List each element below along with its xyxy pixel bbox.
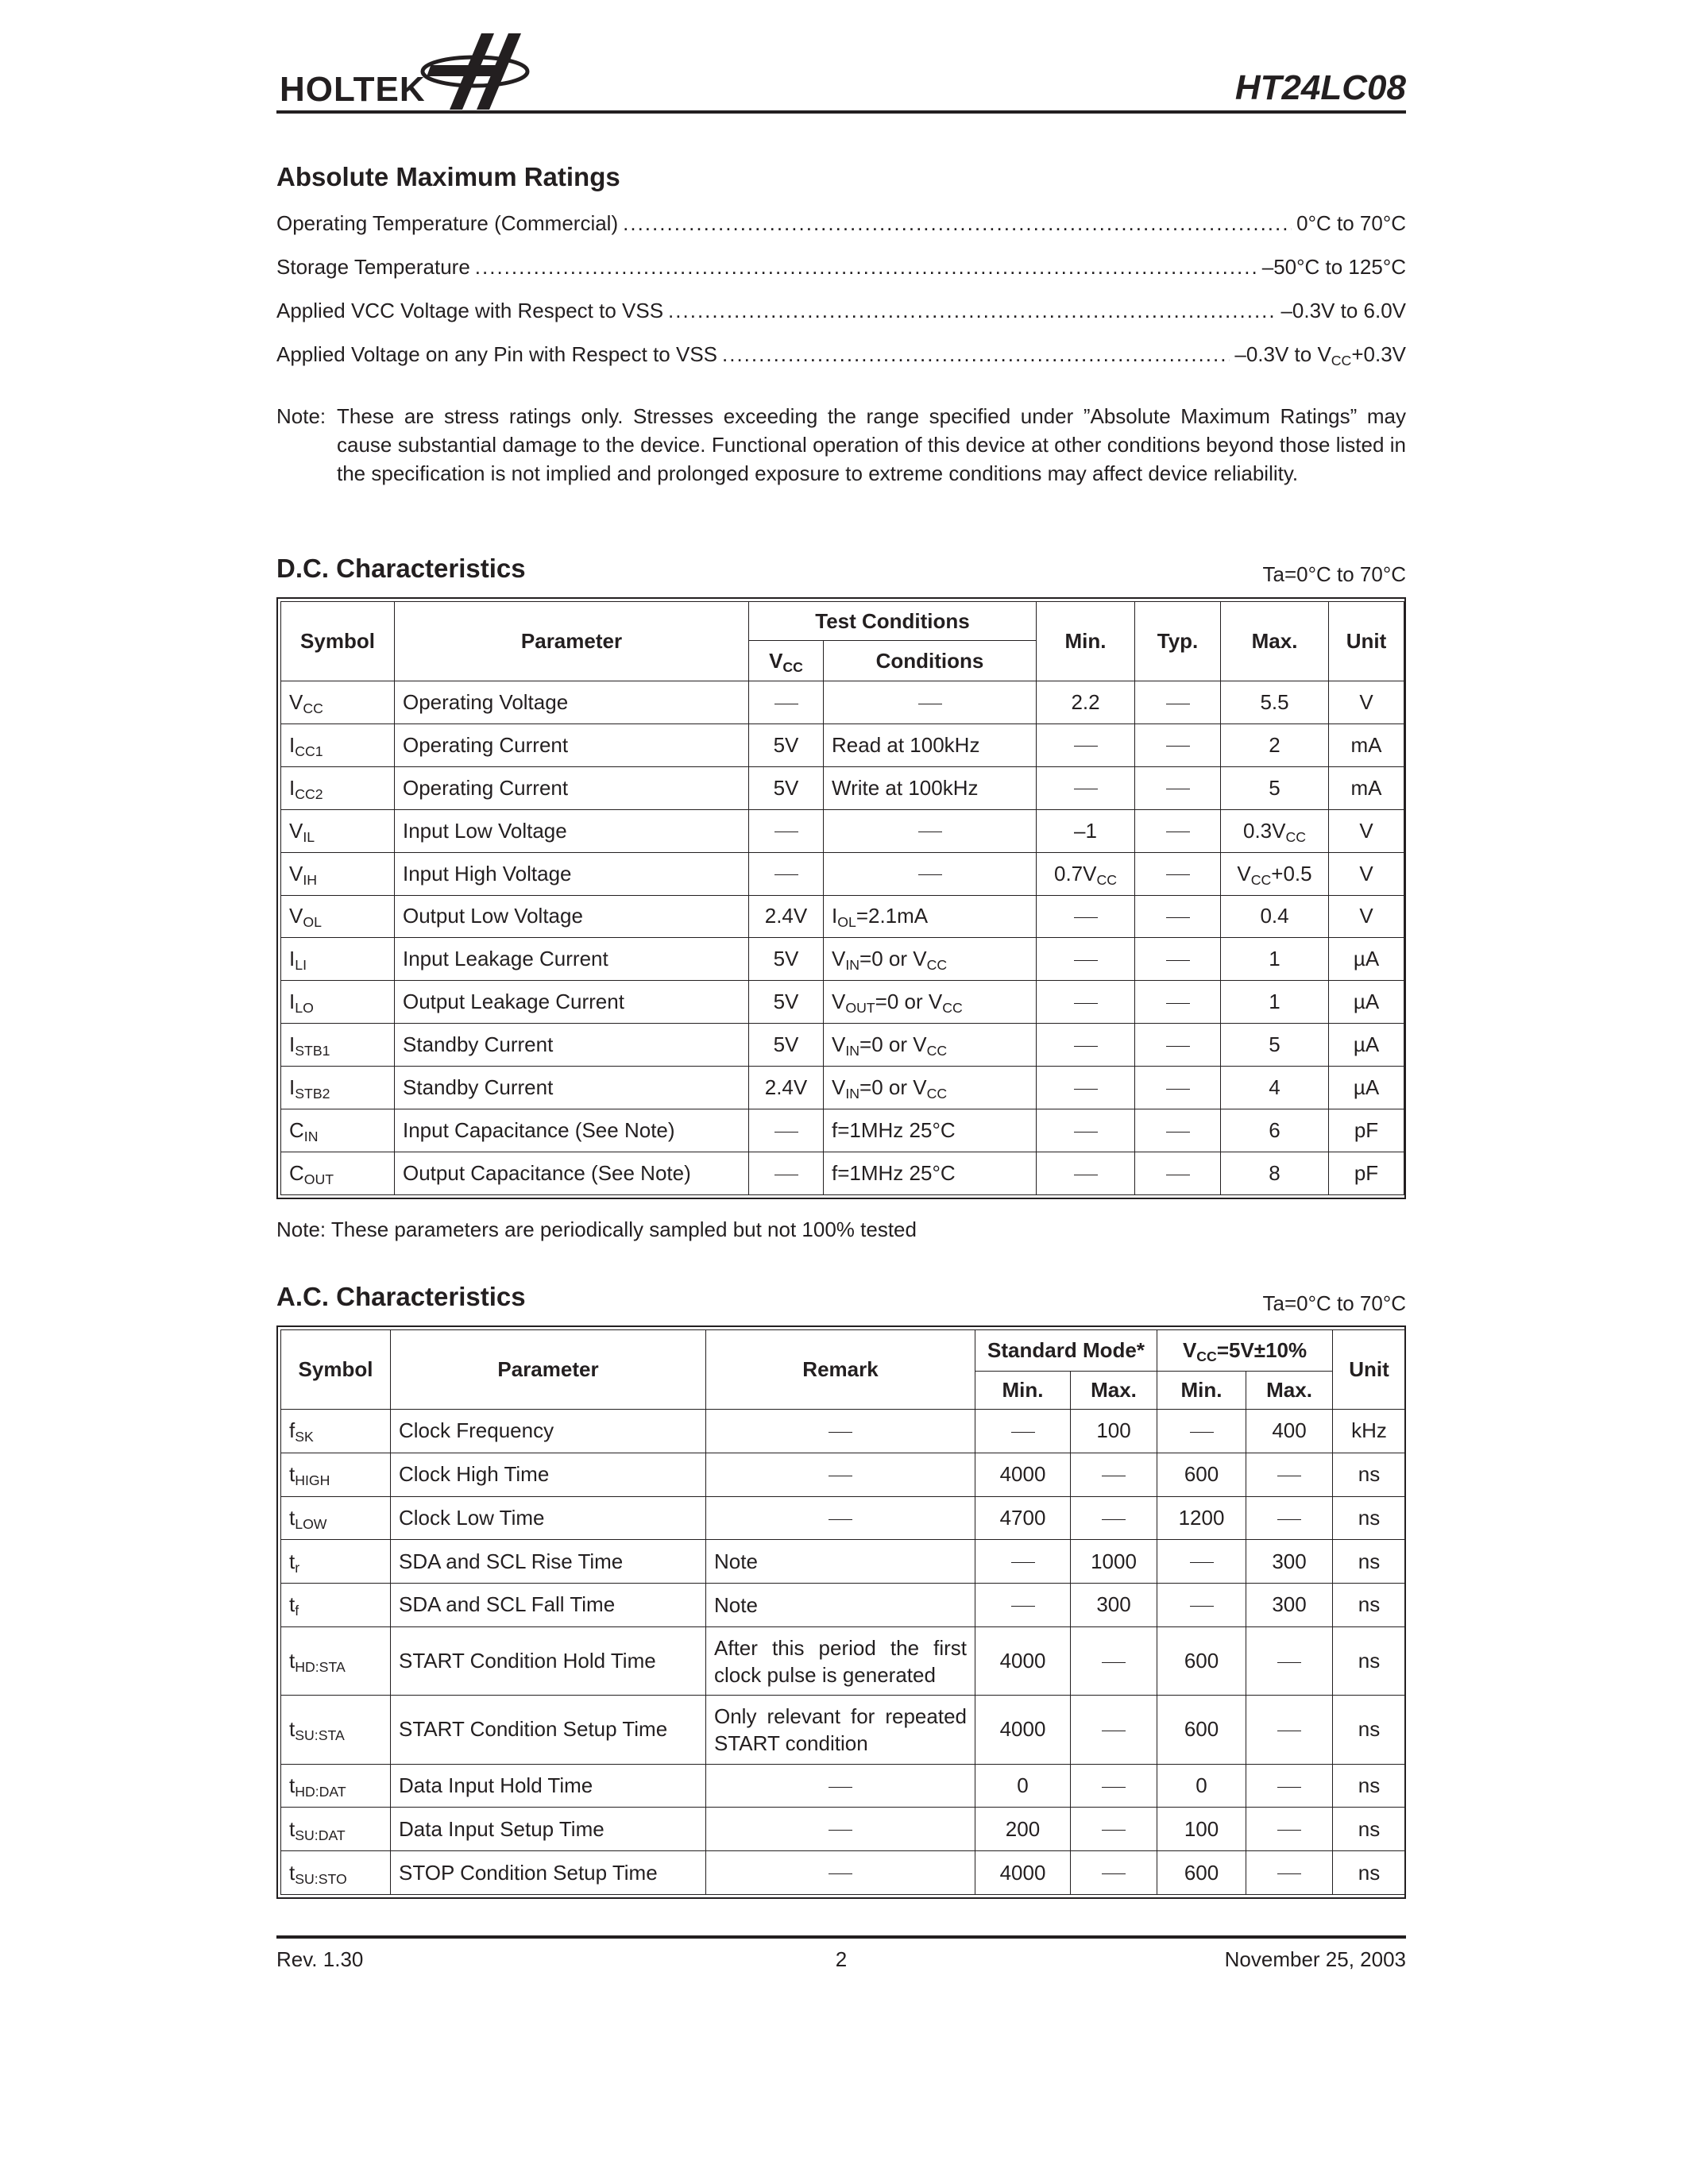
conditions-cell: f=1MHz 25°C <box>824 1152 1037 1194</box>
symbol-cell: $V_{CC}$ <box>281 681 395 724</box>
dash-mark <box>1277 1787 1301 1788</box>
document-id: HT24LC08 <box>1234 68 1406 107</box>
unit-cell: ns <box>1333 1764 1406 1808</box>
vcc-cell <box>749 852 824 895</box>
table-row <box>281 1808 1406 1851</box>
max-cell: $0.3V_{CC}$ <box>1221 809 1329 852</box>
dash-mark <box>1190 1432 1214 1433</box>
dash-mark <box>1166 917 1190 918</box>
ac-table <box>276 1325 1406 1899</box>
std-max-cell: 300 <box>1071 1584 1157 1627</box>
min-cell: –1 <box>1037 809 1135 852</box>
col-header: Symbol <box>281 1330 391 1410</box>
max-cell: 2 <box>1221 723 1329 766</box>
abs-max-title: Absolute Maximum Ratings <box>276 162 620 191</box>
revision: Rev. 1.30 <box>276 1947 364 1971</box>
remark-cell: Note <box>706 1584 975 1627</box>
dash-mark <box>1166 1089 1190 1090</box>
table-row <box>281 1067 1404 1109</box>
dash-mark <box>829 1830 852 1831</box>
symbol-cell: $I_{STB2}$ <box>281 1067 395 1109</box>
unit-cell: mA <box>1329 723 1404 766</box>
note-text: These are stress ratings only. Stresses exceeding the range specified under ”Absolute Maximum Ratings” may cause substantial damage to the device. Functional operation of this device at other conditions beyond those listed in the specification is not implied and prolonged exposure to extreme conditions may affect device reliability. <box>337 404 1406 485</box>
dash-mark <box>1011 1562 1035 1563</box>
rating-label: Applied VCC Voltage with Respect to VSS <box>276 299 664 322</box>
dc-ambient: Ta=0°C to 70°C <box>1262 562 1406 586</box>
unit-cell: V <box>1329 895 1404 938</box>
table-row <box>281 1410 1406 1453</box>
col-header: Unit <box>1333 1330 1406 1410</box>
table-row <box>281 1152 1404 1194</box>
col-header: Min. <box>975 1372 1071 1410</box>
dash-mark <box>1277 1873 1301 1874</box>
remark-cell <box>706 1851 975 1895</box>
vcc-cell: 5V <box>749 766 824 809</box>
unit-cell: ns <box>1333 1696 1406 1764</box>
parameter-cell: Standby Current <box>395 1024 749 1067</box>
parameter-cell: Input Leakage Current <box>395 938 749 981</box>
unit-cell: ns <box>1333 1584 1406 1627</box>
unit-cell: kHz <box>1333 1410 1406 1453</box>
col-header: Max. <box>1221 602 1329 681</box>
unit-cell: µA <box>1329 1024 1404 1067</box>
min-cell <box>1037 1024 1135 1067</box>
col-header: Typ. <box>1135 602 1221 681</box>
dash-mark <box>774 1132 798 1133</box>
dash-mark <box>1074 960 1098 961</box>
table-row <box>281 1024 1404 1067</box>
std-max-cell <box>1071 1696 1157 1764</box>
dash-mark <box>1277 1519 1301 1520</box>
holtek-logo-icon <box>418 22 537 114</box>
rating-row <box>276 342 1406 386</box>
typ-cell <box>1135 809 1221 852</box>
std-max-cell <box>1071 1453 1157 1496</box>
dash-mark <box>1190 1606 1214 1607</box>
conditions-cell <box>824 681 1037 724</box>
rating-value: –0.3V to $V_{CC}+0.3V$ <box>1234 342 1406 369</box>
min-cell: $0.7V_{CC}$ <box>1037 852 1135 895</box>
max-cell: 5 <box>1221 1024 1329 1067</box>
unit-cell: ns <box>1333 1808 1406 1851</box>
dash-mark <box>1166 960 1190 961</box>
vcc5-max-cell <box>1246 1851 1333 1895</box>
parameter-cell: Input High Voltage <box>395 852 749 895</box>
std-min-cell: 4000 <box>975 1453 1071 1496</box>
unit-cell: V <box>1329 809 1404 852</box>
min-cell <box>1037 938 1135 981</box>
dash-mark <box>1074 1089 1098 1090</box>
symbol-cell: $f_{SK}$ <box>281 1410 391 1453</box>
max-cell: 1 <box>1221 938 1329 981</box>
std-max-cell: 100 <box>1071 1410 1157 1453</box>
unit-cell: µA <box>1329 1067 1404 1109</box>
remark-cell <box>706 1453 975 1496</box>
col-header: $V_{CC}=5V\pm 10\%$ <box>1157 1330 1333 1372</box>
vcc5-max-cell <box>1246 1453 1333 1496</box>
stress-note <box>276 402 1406 488</box>
release-date: November 25, 2003 <box>1224 1947 1406 1971</box>
vcc-cell: 2.4V <box>749 895 824 938</box>
dash-mark <box>774 874 798 875</box>
remark-cell: Note <box>706 1540 975 1584</box>
parameter-cell: Operating Current <box>395 723 749 766</box>
parameter-cell: Standby Current <box>395 1067 749 1109</box>
vcc5-min-cell: 600 <box>1157 1851 1246 1895</box>
vcc5-max-cell <box>1246 1808 1333 1851</box>
parameter-cell: Data Input Setup Time <box>391 1808 706 1851</box>
min-cell <box>1037 723 1135 766</box>
symbol-cell: $I_{LO}$ <box>281 981 395 1024</box>
dc-table <box>276 597 1406 1199</box>
dash-mark <box>1166 1046 1190 1047</box>
unit-cell: pF <box>1329 1152 1404 1194</box>
dash-mark <box>1074 746 1098 747</box>
min-cell: 2.2 <box>1037 681 1135 724</box>
std-max-cell <box>1071 1808 1157 1851</box>
symbol-cell: $C_{IN}$ <box>281 1109 395 1152</box>
conditions-cell: $V_{IN}=0$ or $V_{CC}$ <box>824 1024 1037 1067</box>
symbol-cell: $t_{HD:STA}$ <box>281 1626 391 1695</box>
symbol-cell: $t_{LOW}$ <box>281 1496 391 1540</box>
max-cell: 1 <box>1221 981 1329 1024</box>
parameter-cell: START Condition Setup Time <box>391 1696 706 1764</box>
typ-cell <box>1135 1109 1221 1152</box>
typ-cell <box>1135 766 1221 809</box>
max-cell: 6 <box>1221 1109 1329 1152</box>
table-row <box>281 809 1404 852</box>
std-max-cell <box>1071 1626 1157 1695</box>
rating-label: Operating Temperature (Commercial) <box>276 211 619 235</box>
dash-mark <box>1011 1432 1035 1433</box>
parameter-cell: START Condition Hold Time <box>391 1626 706 1695</box>
remark-cell: After this period the first clock pulse is generated <box>706 1626 975 1695</box>
parameter-cell: SDA and SCL Rise Time <box>391 1540 706 1584</box>
vcc-cell: 5V <box>749 723 824 766</box>
table-row <box>281 1109 1404 1152</box>
vcc5-max-cell <box>1246 1764 1333 1808</box>
max-cell: 5 <box>1221 766 1329 809</box>
unit-cell: µA <box>1329 938 1404 981</box>
unit-cell: pF <box>1329 1109 1404 1152</box>
std-min-cell: 0 <box>975 1764 1071 1808</box>
typ-cell <box>1135 852 1221 895</box>
col-header: Conditions <box>824 641 1037 681</box>
conditions-cell: Write at 100kHz <box>824 766 1037 809</box>
header-rule <box>276 110 1406 114</box>
dash-mark <box>1074 1046 1098 1047</box>
table-row <box>281 852 1404 895</box>
col-header: Min. <box>1157 1372 1246 1410</box>
remark-cell <box>706 1496 975 1540</box>
vcc5-min-cell: 600 <box>1157 1626 1246 1695</box>
conditions-cell: $V_{IN}=0$ or $V_{CC}$ <box>824 938 1037 981</box>
conditions-cell: Read at 100kHz <box>824 723 1037 766</box>
dash-mark <box>1166 1132 1190 1133</box>
typ-cell <box>1135 1067 1221 1109</box>
col-header: Parameter <box>395 602 749 681</box>
std-min-cell: 4700 <box>975 1496 1071 1540</box>
vcc-cell: 5V <box>749 938 824 981</box>
conditions-cell: f=1MHz 25°C <box>824 1109 1037 1152</box>
dash-mark <box>1011 1606 1035 1607</box>
vcc-cell <box>749 1109 824 1152</box>
col-header: Test Conditions <box>749 602 1037 641</box>
table-row <box>281 1626 1406 1695</box>
vcc5-max-cell: 400 <box>1246 1410 1333 1453</box>
min-cell <box>1037 1067 1135 1109</box>
typ-cell <box>1135 1024 1221 1067</box>
table-row <box>281 1764 1406 1808</box>
vcc5-min-cell: 600 <box>1157 1696 1246 1764</box>
dc-title: D.C. Characteristics <box>276 554 526 583</box>
vcc5-max-cell <box>1246 1696 1333 1764</box>
dash-mark <box>829 1873 852 1874</box>
min-cell <box>1037 766 1135 809</box>
vcc5-min-cell: 100 <box>1157 1808 1246 1851</box>
rating-row <box>276 255 1406 299</box>
vcc5-min-cell <box>1157 1584 1246 1627</box>
parameter-cell: Output Capacitance (See Note) <box>395 1152 749 1194</box>
vcc5-max-cell <box>1246 1626 1333 1695</box>
min-cell <box>1037 895 1135 938</box>
parameter-cell: Clock High Time <box>391 1453 706 1496</box>
dash-mark <box>1166 1003 1190 1004</box>
conditions-cell: $I_{OL}=2.1mA$ <box>824 895 1037 938</box>
table-row <box>281 895 1404 938</box>
max-cell: $V_{CC}+0.5$ <box>1221 852 1329 895</box>
unit-cell: V <box>1329 852 1404 895</box>
parameter-cell: Operating Current <box>395 766 749 809</box>
std-max-cell <box>1071 1764 1157 1808</box>
parameter-cell: Input Capacitance (See Note) <box>395 1109 749 1152</box>
min-cell <box>1037 1152 1135 1194</box>
parameter-cell: Clock Frequency <box>391 1410 706 1453</box>
col-header: Max. <box>1246 1372 1333 1410</box>
typ-cell <box>1135 723 1221 766</box>
col-header: Remark <box>706 1330 975 1410</box>
symbol-cell: $V_{OL}$ <box>281 895 395 938</box>
dc-footnote: Note: These parameters are periodically sampled but not 100% tested <box>276 1217 917 1241</box>
dash-mark <box>829 1432 852 1433</box>
parameter-cell: Input Low Voltage <box>395 809 749 852</box>
symbol-cell: $I_{CC1}$ <box>281 723 395 766</box>
symbol-cell: $t_r$ <box>281 1540 391 1584</box>
rating-label: Storage Temperature <box>276 255 470 279</box>
dash-mark <box>829 1519 852 1520</box>
dash-mark <box>1102 1662 1126 1663</box>
max-cell: 8 <box>1221 1152 1329 1194</box>
abs-max-list <box>276 211 1406 386</box>
std-min-cell <box>975 1410 1071 1453</box>
table-row <box>281 981 1404 1024</box>
typ-cell <box>1135 681 1221 724</box>
unit-cell: ns <box>1333 1626 1406 1695</box>
col-header: Min. <box>1037 602 1135 681</box>
dash-mark <box>1102 1787 1126 1788</box>
dash-mark <box>1190 1562 1214 1563</box>
vcc5-max-cell: 300 <box>1246 1584 1333 1627</box>
vcc5-min-cell: 1200 <box>1157 1496 1246 1540</box>
remark-cell <box>706 1808 975 1851</box>
symbol-cell: $I_{CC2}$ <box>281 766 395 809</box>
dash-mark <box>1074 917 1098 918</box>
table-row <box>281 766 1404 809</box>
vcc-cell: 5V <box>749 981 824 1024</box>
table-row <box>281 723 1404 766</box>
dash-mark <box>1102 1830 1126 1831</box>
parameter-cell: Data Input Hold Time <box>391 1764 706 1808</box>
vcc-cell: 5V <box>749 1024 824 1067</box>
dash-mark <box>1166 874 1190 875</box>
min-cell <box>1037 1109 1135 1152</box>
table-row <box>281 1696 1406 1764</box>
symbol-cell: $I_{LI}$ <box>281 938 395 981</box>
symbol-cell: $t_{HD:DAT}$ <box>281 1764 391 1808</box>
std-min-cell: 4000 <box>975 1851 1071 1895</box>
typ-cell <box>1135 1152 1221 1194</box>
parameter-cell: STOP Condition Setup Time <box>391 1851 706 1895</box>
dash-mark <box>1277 1662 1301 1663</box>
dash-mark <box>829 1787 852 1788</box>
unit-cell: ns <box>1333 1851 1406 1895</box>
leader-dots <box>623 211 1292 236</box>
symbol-cell: $C_{OUT}$ <box>281 1152 395 1194</box>
symbol-cell: $t_{SU:STO}$ <box>281 1851 391 1895</box>
leader-dots <box>668 299 1276 323</box>
std-min-cell: 4000 <box>975 1696 1071 1764</box>
remark-cell <box>706 1410 975 1453</box>
ac-ambient: Ta=0°C to 70°C <box>1262 1291 1406 1315</box>
conditions-cell: $V_{OUT}=0$ or $V_{CC}$ <box>824 981 1037 1024</box>
typ-cell <box>1135 981 1221 1024</box>
vcc-cell: 2.4V <box>749 1067 824 1109</box>
unit-cell: ns <box>1333 1496 1406 1540</box>
leader-dots <box>475 255 1257 280</box>
symbol-cell: $V_{IL}$ <box>281 809 395 852</box>
symbol-cell: $V_{IH}$ <box>281 852 395 895</box>
vcc-cell <box>749 1152 824 1194</box>
vcc-cell <box>749 809 824 852</box>
rating-value: –0.3V to 6.0V <box>1280 299 1406 322</box>
leader-dots <box>722 342 1230 367</box>
table-row <box>281 938 1404 981</box>
vcc5-max-cell: 300 <box>1246 1540 1333 1584</box>
rating-label: Applied Voltage on any Pin with Respect to VSS <box>276 342 718 366</box>
dash-mark <box>1102 1873 1126 1874</box>
max-cell: 0.4 <box>1221 895 1329 938</box>
ac-title: A.C. Characteristics <box>276 1282 526 1311</box>
max-cell: 4 <box>1221 1067 1329 1109</box>
col-header: Unit <box>1329 602 1404 681</box>
dash-mark <box>1166 746 1190 747</box>
logo-wordmark: HOLTEK <box>280 70 426 109</box>
std-max-cell <box>1071 1496 1157 1540</box>
col-header: Standard Mode* <box>975 1330 1157 1372</box>
symbol-cell: $t_f$ <box>281 1584 391 1627</box>
typ-cell <box>1135 895 1221 938</box>
std-min-cell: 200 <box>975 1808 1071 1851</box>
remark-cell <box>706 1764 975 1808</box>
unit-cell: ns <box>1333 1453 1406 1496</box>
dash-mark <box>1074 1003 1098 1004</box>
dash-mark <box>1074 1132 1098 1133</box>
conditions-cell: $V_{IN}=0$ or $V_{CC}$ <box>824 1067 1037 1109</box>
vcc5-min-cell <box>1157 1540 1246 1584</box>
parameter-cell: Output Leakage Current <box>395 981 749 1024</box>
unit-cell: µA <box>1329 981 1404 1024</box>
col-header: Max. <box>1071 1372 1157 1410</box>
symbol-cell: $t_{SU:STA}$ <box>281 1696 391 1764</box>
unit-cell: mA <box>1329 766 1404 809</box>
table-row <box>281 1453 1406 1496</box>
col-header: Parameter <box>391 1330 706 1410</box>
unit-cell: V <box>1329 681 1404 724</box>
vcc5-min-cell <box>1157 1410 1246 1453</box>
typ-cell <box>1135 938 1221 981</box>
symbol-cell: $t_{HIGH}$ <box>281 1453 391 1496</box>
table-row <box>281 1540 1406 1584</box>
table-row <box>281 681 1404 724</box>
vcc5-max-cell <box>1246 1496 1333 1540</box>
rating-value: 0°C to 70°C <box>1296 211 1406 235</box>
std-min-cell: 4000 <box>975 1626 1071 1695</box>
conditions-cell <box>824 809 1037 852</box>
remark-cell: Only relevant for repeated START condition <box>706 1696 975 1764</box>
parameter-cell: Clock Low Time <box>391 1496 706 1540</box>
dash-mark <box>1277 1830 1301 1831</box>
min-cell <box>1037 981 1135 1024</box>
parameter-cell: Operating Voltage <box>395 681 749 724</box>
vcc5-min-cell: 600 <box>1157 1453 1246 1496</box>
parameter-cell: SDA and SCL Fall Time <box>391 1584 706 1627</box>
rating-value: –50°C to 125°C <box>1261 255 1406 279</box>
rating-row <box>276 211 1406 255</box>
footer-rule <box>276 1935 1406 1939</box>
conditions-cell <box>824 852 1037 895</box>
std-min-cell <box>975 1540 1071 1584</box>
holtek-logo <box>276 22 539 114</box>
rating-row <box>276 299 1406 342</box>
table-row <box>281 1851 1406 1895</box>
std-min-cell <box>975 1584 1071 1627</box>
vcc-cell <box>749 681 824 724</box>
symbol-cell: $t_{SU:DAT}$ <box>281 1808 391 1851</box>
unit-cell: ns <box>1333 1540 1406 1584</box>
table-row <box>281 1496 1406 1540</box>
std-max-cell <box>1071 1851 1157 1895</box>
table-row <box>281 1584 1406 1627</box>
symbol-cell: $I_{STB1}$ <box>281 1024 395 1067</box>
vcc5-min-cell: 0 <box>1157 1764 1246 1808</box>
max-cell: 5.5 <box>1221 681 1329 724</box>
col-header: Symbol <box>281 602 395 681</box>
page-header <box>276 16 1406 114</box>
note-label: Note: <box>276 404 326 428</box>
parameter-cell: Output Low Voltage <box>395 895 749 938</box>
dash-mark <box>918 874 942 875</box>
std-max-cell: 1000 <box>1071 1540 1157 1584</box>
page-number: 2 <box>835 1947 848 1971</box>
dash-mark <box>1102 1519 1126 1520</box>
col-header: $V_{CC}$ <box>749 641 824 681</box>
